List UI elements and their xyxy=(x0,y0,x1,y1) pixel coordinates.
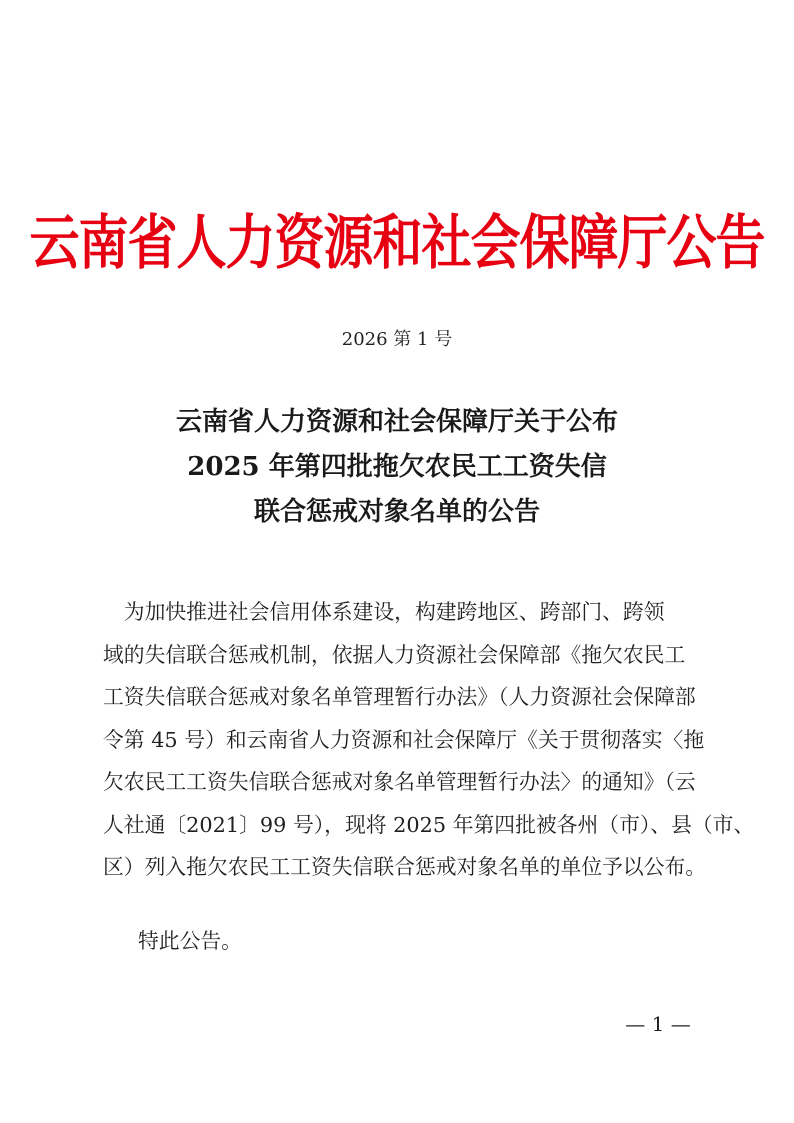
body-line: 区）列入拖欠农民工工资失信联合惩戒对象名单的单位予以公布。 xyxy=(103,855,707,879)
document-title xyxy=(0,400,794,535)
document-title-line: 2025 年第四批拖欠农民工工资失信 xyxy=(187,452,607,482)
document-title-line: 云南省人力资源和社会保障厅关于公布 xyxy=(175,407,618,437)
body-line: 工资失信联合惩戒对象名单管理暂行办法》（人力资源社会保障部 xyxy=(103,685,696,709)
document-number: 2026 第 1 号 xyxy=(341,329,453,350)
body-line: 令第 45 号）和云南省人力资源和社会保障厅《关于贯彻落实〈拖 xyxy=(103,727,705,752)
page-number: — 1 — xyxy=(625,1012,691,1036)
body-line: 为加快推进社会信用体系建设，构建跨地区、跨部门、跨领 xyxy=(103,600,665,624)
body-line: 人社通〔2021〕99 号），现将 2025 年第四批被各州（市）、县（市、 xyxy=(103,812,755,837)
document-body xyxy=(103,591,755,889)
body-line: 欠农民工工资失信联合惩戒对象名单管理暂行办法〉的通知》（云 xyxy=(103,770,696,794)
closing-statement: 特此公告。 xyxy=(138,929,242,953)
document-title-line: 联合惩戒对象名单的公告 xyxy=(253,497,540,527)
masthead-title: 云南省人力资源和社会保障厅公告 xyxy=(29,208,765,278)
body-line: 域的失信联合惩戒机制，依据人力资源社会保障部《拖欠农民工 xyxy=(103,642,686,667)
